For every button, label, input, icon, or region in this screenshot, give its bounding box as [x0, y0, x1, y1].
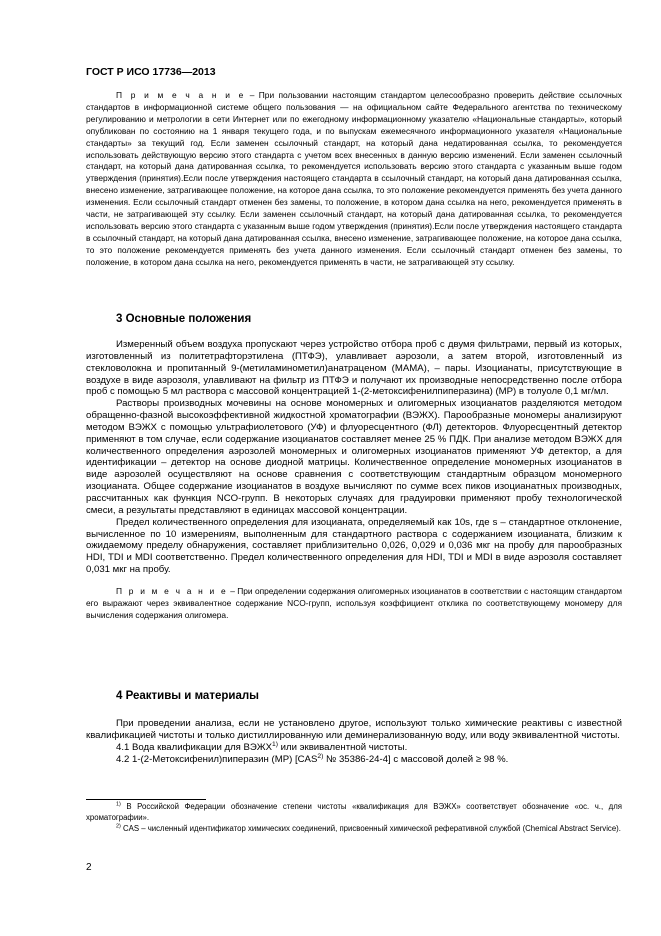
references-note — [86, 90, 622, 269]
page-number: 2 — [86, 862, 92, 873]
footnote-2 — [86, 824, 622, 835]
footnote-ref-2: 2) — [317, 752, 324, 760]
section-3-heading: 3 Основные положения — [116, 313, 252, 325]
footnote-1-mark: 1) — [116, 801, 121, 808]
section-4-paragraph-1: При проведении анализа, если не установлено другое, используют только химические реактивы с известной квалификацией чистоты и только дистиллированную или деминерализованную воду, или воду эквивалентной чистоты. — [86, 718, 622, 741]
section-4-body — [86, 718, 622, 765]
item-2-text-end: № 35386-24-4] с массовой долей ≥ 98 %. — [323, 753, 509, 765]
item-2-text: 4.2 1-(2-Метоксифенил)пиперазин (МР) [CAS — [116, 753, 318, 765]
note-label: П р и м е ч а н и е — [116, 585, 228, 596]
document-header-title: ГОСТ Р ИСО 17736—2013 — [86, 66, 216, 78]
section-3-paragraph-3: Предел количественного определения для изоцианата, определяемый как 10s, где s – стандартное отклонение, вычисленное по 10 измерениям, выполненным для стандартного раствора с содержанием изоцианата, близким к ожидаемому пределу обнаружения, составляет приблизительно 0,026, 0,029 и 0,036 мкг на пробу для парообразных HDI, TDI и MDI соответственно. Предел количественного определения для HDI, TDI и MDI в виде аэрозоля составляет 0,031 мкг на пробу. — [86, 516, 622, 576]
section-4-item-2 — [86, 754, 622, 766]
footnote-ref-1: 1) — [271, 740, 278, 748]
section-3-note — [86, 586, 622, 622]
section-4-item-1 — [86, 742, 622, 754]
footnote-2-text: CAS – численный идентификатор химических соединений, присвоенный химической реферативной службой (Chemical Abstract Service). — [120, 823, 621, 833]
section-3-paragraph-1: Измеренный объем воздуха пропускают через устройство отбора проб с двумя фильтрами, первый из которых, изготовленный из политетрафторэтилена (ПТФЭ), улавливает аэрозоли, а затем второй, изготовленный из стекловолокна и пропитанный 9-(метиламинометил)анатраценом (МАМА), – пары. Изоцианаты, присутствующие в воздухе в виде аэрозоля, улавливают на фильтр из ПТФЭ и получают их производные непосредственно после отбора проб с помощью 5 мл раствора с массовой концентрацией 1-(2-метоксифенилпиперазина) (МР) в толуоле 0,1 мг/мл. — [86, 339, 622, 398]
footnote-1 — [86, 802, 622, 824]
footnote-2-mark: 2) — [116, 823, 121, 830]
footnote-1-text: В Российской Федерации обозначение степени чистоты «квалификация для ВЭЖХ» соответствует обозначение «ос. ч., для хроматографии». — [86, 802, 622, 822]
references-note-paragraph — [86, 90, 622, 269]
section-3-body — [86, 339, 622, 622]
item-1-text: 4.1 Вода квалификации для ВЭЖХ — [116, 741, 272, 753]
section-3-paragraph-2: Растворы производных мочевины на основе мономерных и олигомерных изоцианатов разделяются методом обращенно-фазной высокоэффективной жидкостной хроматографии (ВЭЖХ). Парообразные мономеры анализируют методом ВЭЖХ с помощью ультрафиолетового (УФ) и флуоресцентного (ФЛ) детекторов. Флуоресцентный детектор применяют в том случае, если содержание изоцианатов составляет менее 25 % ПДК. При анализе методом ВЭЖХ для количественного определения аэрозолей мономерных и олигомерных изоцианатов применяют УФ детектор, а для идентификации – детектор на основе диодной матрицы. Количественное определение мономерных изоцианатов в виде аэрозолей осуществляют на основе сравнения с соответствующим стандартным образцом мономерного изоцианата. Общее содержание изоцианатов в воздухе вычисляют по сумме всех пиков изоцианатных производных, рассчитанных как функция NCO-групп. В некоторых случаях для градуировки применяют пробу технологической смеси, а результаты представляют в единицах массовой концентрации. — [86, 398, 622, 516]
footnote-separator — [86, 799, 206, 800]
footnotes — [86, 802, 622, 835]
note-text: – При пользовании настоящим стандартом целесообразно проверить действие ссылочных стандартов в информационной системе общего пользования — на официальном сайте Федерального агентства по техническому регулированию и метрологии в сети Интернет или по ежегодному информационному указателю «Национальные стандарты», который опубликован по состоянию на 1 января текущего года, и по выпускам ежемесячного информационного указателя «Национальные стандарты» за текущий год. Если заменен ссылочный стандарт, на который дана недатированная ссылка, то рекомендуется использовать действующую версию этого стандарта с учетом всех внесенных в данную версию изменений. Если заменен ссылочный стандарт, на который дана датированная ссылка, то рекомендуется использовать версию этого стандарта с указанным выше годом утверждения (принятия).Если после утверждения настоящего стандарта в ссылочный стандарт, на который дана датированная ссылка, внесено изменение, затрагивающее положение, на которое дана ссылка, то это положение рекомендуется применять без учета данного изменения. Если ссылочный стандарт отменен без замены, то положение, в котором дана ссылка на него, рекомендуется применять в части, не затрагивающей эту ссылку. Если заменен ссылочный стандарт, на который дана датированная ссылка, то рекомендуется использовать версию этого стандарта с указанным выше годом утверждения (принятия).Если после утверждения настоящего стандарта в ссылочный стандарт, на который дана датированная ссылка, внесено изменение, затрагивающее положение, на которое дана ссылка, то это положение рекомендуется применять без учета данного изменения. Если ссылочный стандарт отменен без замены, то положение, в котором дана ссылка на него, рекомендуется применять в части, не затрагивающей эту ссылку. — [86, 90, 622, 267]
note-text: – При определении содержания олигомерных изоцианатов в соответствии с настоящим стандартом его выражают через эквивалентное содержание NCO-групп, используя коэффициент отклика по соответствующему мономеру для вычисления содержания олигомера. — [86, 585, 622, 620]
section-4-heading: 4 Реактивы и материалы — [116, 690, 259, 702]
note-label: П р и м е ч а н и е — [116, 90, 246, 100]
item-1-text-end: или эквивалентной чистоты. — [277, 741, 408, 753]
